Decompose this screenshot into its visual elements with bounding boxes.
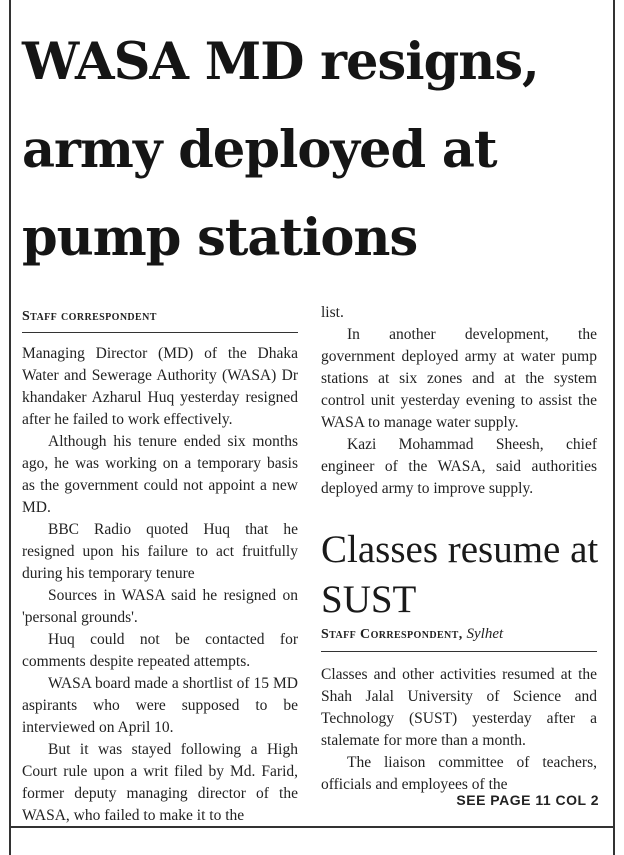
byline-divider (22, 332, 298, 333)
article2-byline-location: Sylhet (466, 626, 504, 642)
article1-paragraph: In another development, the government deployed army at water pump stations at six zones and at the system control unit yesterday evening to assist the WASA to manage water supply. (321, 326, 597, 431)
left-border-rule (9, 0, 11, 855)
article1-paragraph: Managing Director (MD) of the Dhaka Water and Sewerage Authority (WASA) Dr khandaker Azharul Huq yesterday resigned after he failed to work effectively. (22, 345, 298, 428)
article2-headline: Classes resume at SUST (321, 528, 599, 621)
article1-paragraph: Sources in WASA said he resigned on 'personal grounds'. (22, 587, 298, 626)
main-headline: WASA MD resigns, army deployed at pump stations (22, 32, 539, 268)
article1-byline (22, 309, 300, 325)
article1-paragraph: Huq could not be contacted for comments despite repeated attempts. (22, 631, 298, 670)
continuation-link[interactable]: SEE PAGE 11 COL 2 (456, 792, 599, 808)
article1-paragraph: Kazi Mohammad Sheesh, chief engineer of the WASA, said authorities deployed army to improve supply. (321, 436, 597, 497)
article2-byline-text: Staff Correspondent, (321, 627, 463, 642)
article2-byline (321, 626, 597, 643)
article2-paragraph: Classes and other activities resumed at the Shah Jalal University of Science and Technology (SUST) yesterday after a stalemate for more than a month. (321, 666, 597, 749)
article2-paragraph: The liaison committee of teachers, officials and employees of the (321, 754, 597, 793)
article2-column (321, 664, 597, 796)
article1-byline-text: Staff correspondent (22, 309, 157, 324)
article1-paragraph: list. (321, 304, 344, 321)
byline-divider (321, 651, 597, 652)
article1-paragraph: But it was stayed following a High Court rule upon a writ filed by Md. Farid, former deputy managing director of the WASA, who failed to make it to the (22, 741, 298, 824)
article1-paragraph: Although his tenure ended six months ago, he was working on a temporary basis as the government could not appoint a new MD. (22, 433, 298, 516)
article1-paragraph: WASA board made a shortlist of 15 MD aspirants who were supposed to be interviewed on April 10. (22, 675, 298, 736)
article1-paragraph: BBC Radio quoted Huq that he resigned upon his failure to act fruitfully during his temporary tenure (22, 521, 298, 582)
right-border-rule (613, 0, 615, 855)
article1-column-right (321, 302, 597, 500)
article1-column-left (22, 343, 298, 827)
